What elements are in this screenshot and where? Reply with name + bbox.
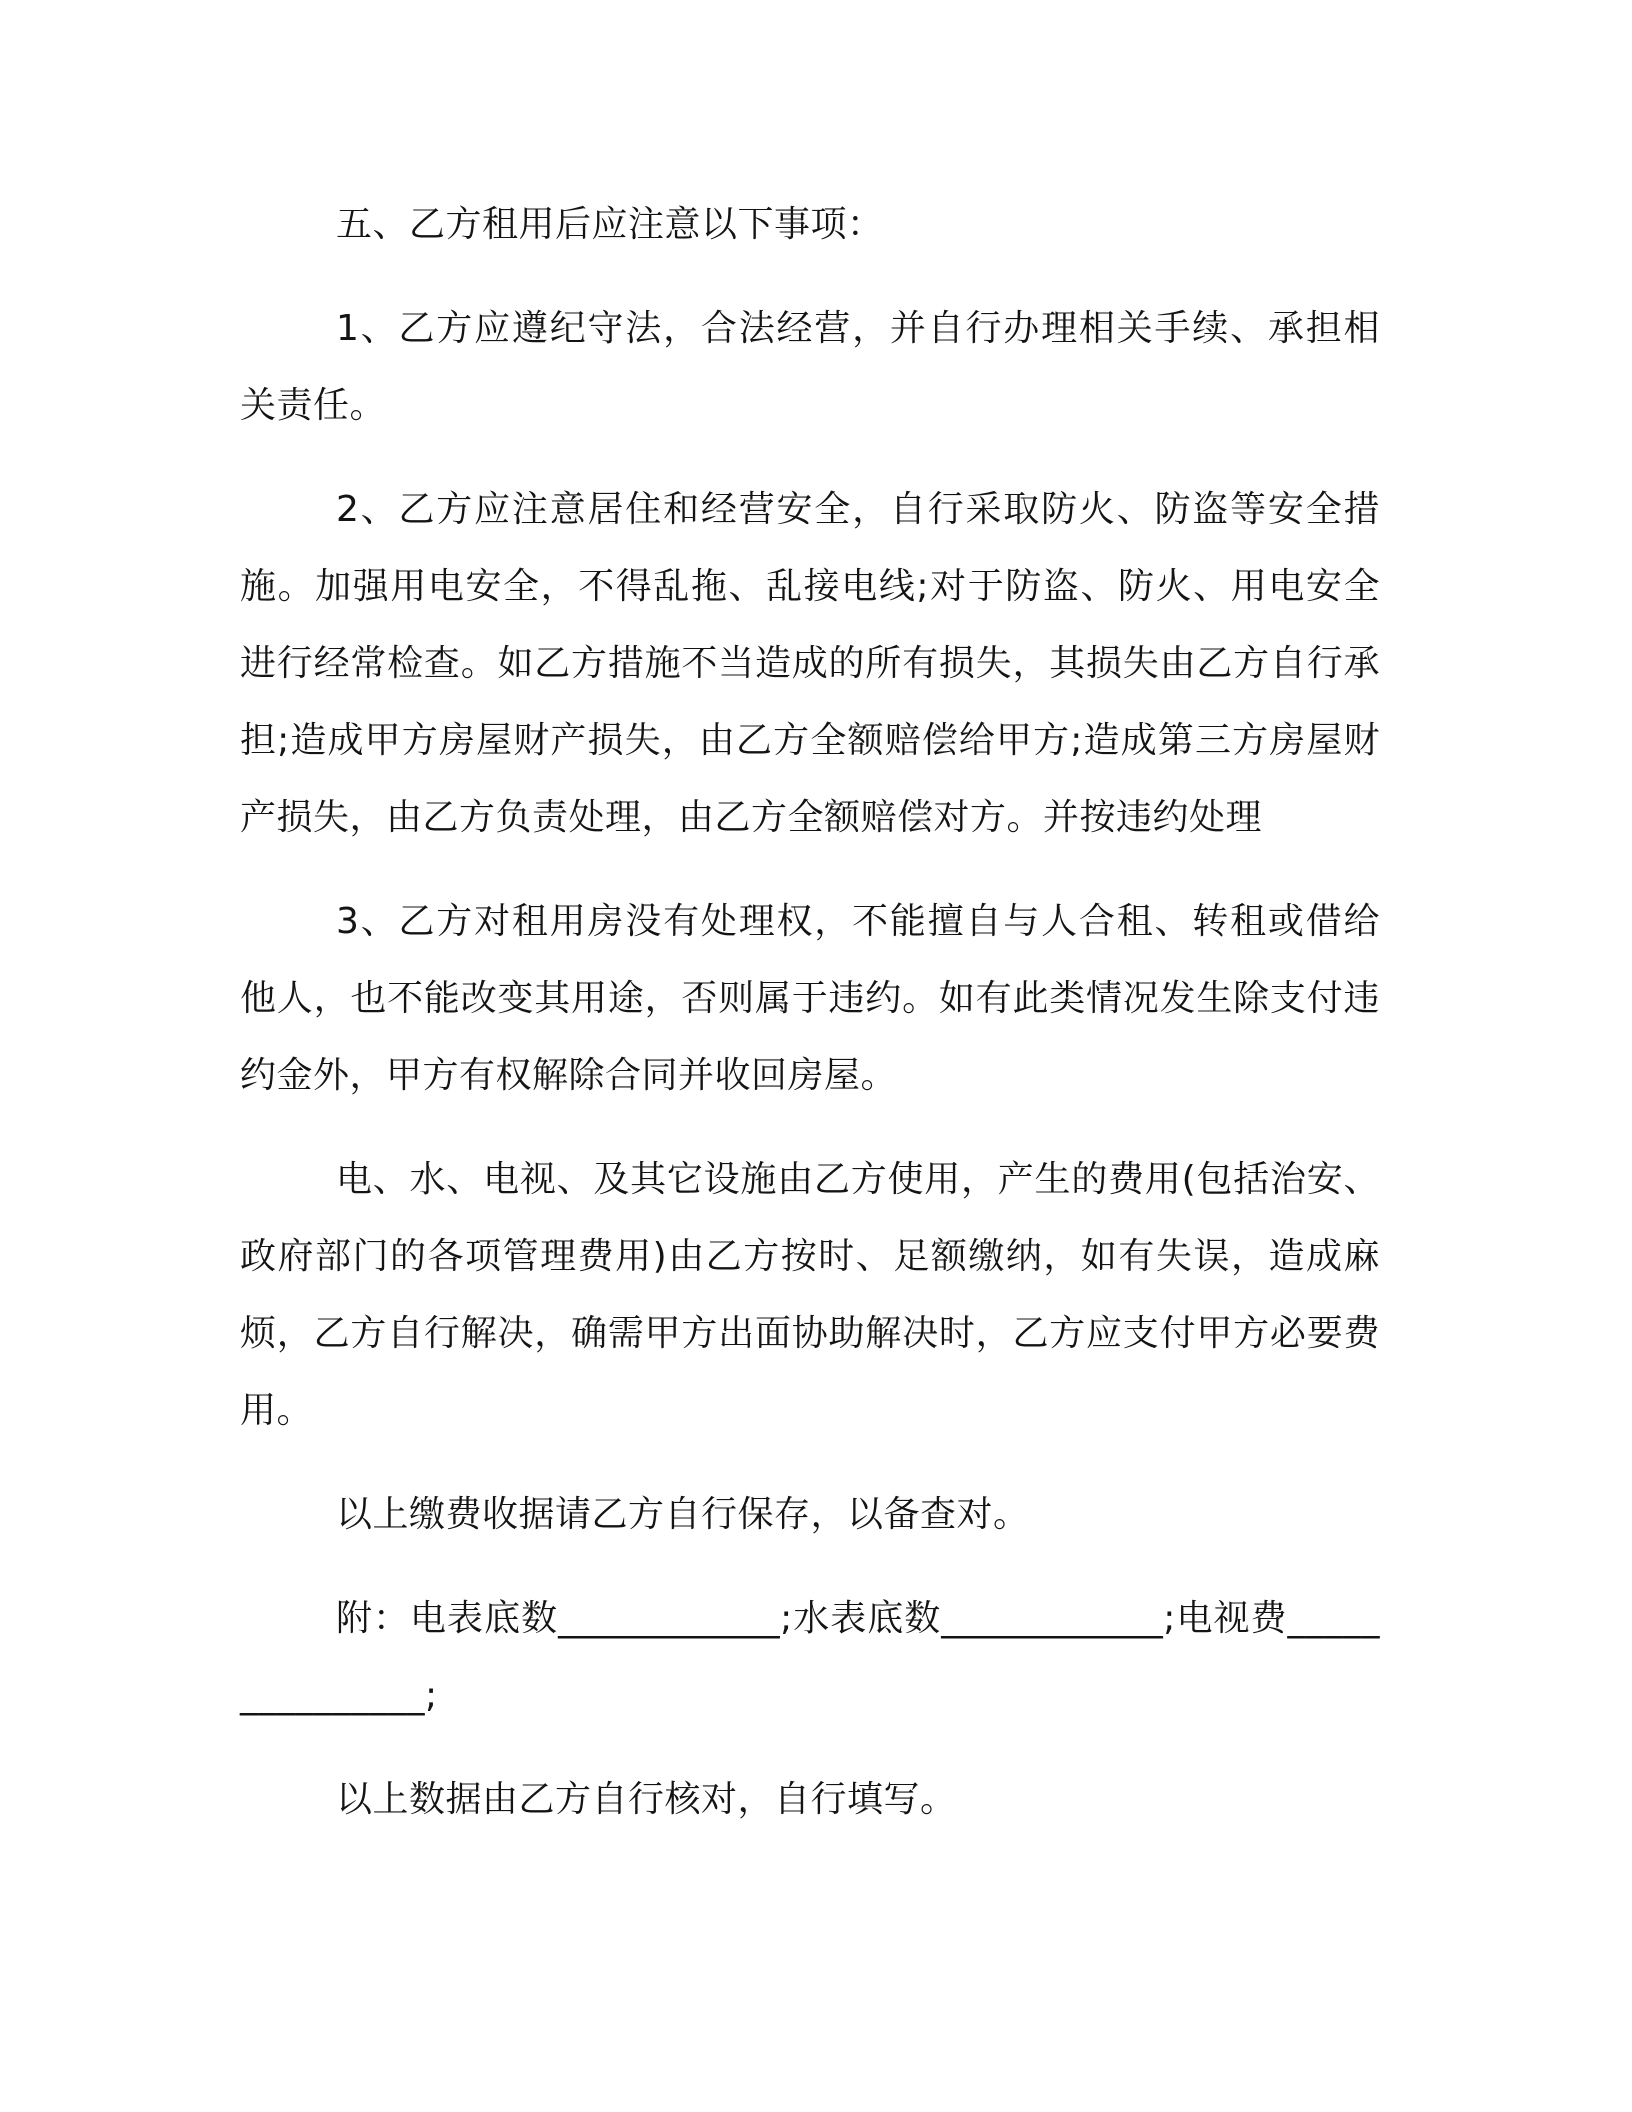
document-body: [240, 186, 1380, 1865]
clause-2: 2、乙方应注意居住和经营安全，自行采取防火、防盗等安全措施。加强用电安全，不得乱拖、乱接电线;对于防盗、防火、用电安全进行经常检查。如乙方措施不当造成的所有损失，其损失由乙方自行承担;造成甲方房屋财产损失，由乙方全额赔偿给甲方;造成第三方房屋财产损失，由乙方负责处理，由乙方全额赔偿对方。并按违约处理: [240, 489, 1380, 838]
receipt-note: 以上缴费收据请乙方自行保存，以备查对。: [336, 1494, 1030, 1535]
clause-1: 1、乙方应遵纪守法，合法经营，并自行办理相关手续、承担相关责任。: [240, 308, 1380, 426]
self-check-note: 以上数据由乙方自行核对，自行填写。: [336, 1779, 957, 1820]
clause-3: 3、乙方对租用房没有处理权，不能擅自与人合租、转租或借给他人，也不能改变其用途，否则属于违约。如有此类情况发生除支付违约金外，甲方有权解除合同并收回房屋。: [240, 901, 1380, 1096]
meter-readings-line: 附：电表底数____________;水表底数____________;电视费_______________;: [240, 1598, 1380, 1716]
section-heading: 五、乙方租用后应注意以下事项：: [336, 204, 884, 245]
utilities-paragraph: 电、水、电视、及其它设施由乙方使用，产生的费用(包括治安、政府部门的各项管理费用)由乙方按时、足额缴纳，如有失误，造成麻烦，乙方自行解决，确需甲方出面协助解决时，乙方应支付甲方必要费用。: [240, 1159, 1380, 1431]
